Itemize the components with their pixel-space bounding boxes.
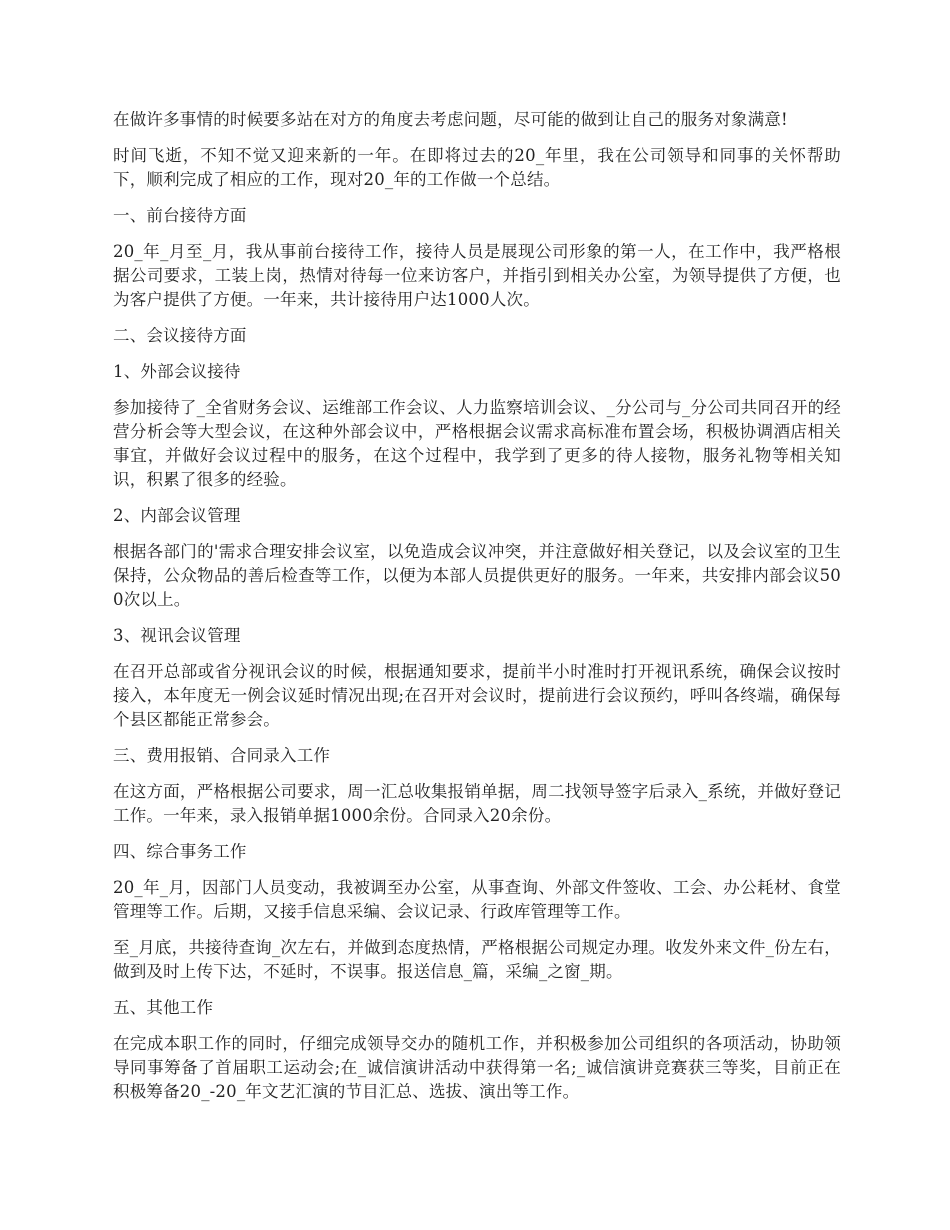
subheading-internal-meetings: 2、内部会议管理 xyxy=(113,506,241,525)
paragraph-general-affairs-1: 20_年_月，因部门人员变动，我被调至办公室，从事查询、外部文件签收、工会、办公耗材、食堂管理等工作。后期，又接手信息采编、会议记录、行政库管理等工作。 xyxy=(113,878,841,921)
section-heading-general-affairs: 四、综合事务工作 xyxy=(113,842,247,861)
paragraph-video-meetings: 在召开总部或省分视讯会议的时候，根据通知要求，提前半小时准时打开视讯系统，确保会议按时接入，本年度无一例会议延时情况出现;在召开对会议时，提前进行会议预约，呼叫各终端，确保每个县区都能正常参会。 xyxy=(113,662,841,729)
section-heading-other-work: 五、其他工作 xyxy=(113,998,214,1017)
subheading-video-meetings: 3、视讯会议管理 xyxy=(113,626,241,645)
paragraph-reception: 20_年_月至_月，我从事前台接待工作，接待人员是展现公司形象的第一人，在工作中，我严格根据公司要求，工装上岗，热情对待每一位来访客户，并指引到相关办公室，为领导提供了方便，也为客户提供了方便。一年来，共计接待用户达1000人次。 xyxy=(113,242,841,309)
section-heading-meetings: 二、会议接待方面 xyxy=(113,326,247,345)
paragraph-intro-ending: 在做许多事情的时候要多站在对方的角度去考虑问题，尽可能的做到让自己的服务对象满意! xyxy=(113,110,788,129)
paragraph-other-work: 在完成本职工作的同时，仔细完成领导交办的随机工作，并积极参加公司组织的各项活动，协助领导同事筹备了首届职工运动会;在_诚信演讲活动中获得第一名;_诚信演讲竞赛获三等奖，目前正在积极筹备20_-20_年文艺汇演的节目汇总、选拔、演出等工作。 xyxy=(113,1034,841,1101)
subheading-external-meetings: 1、外部会议接待 xyxy=(113,362,241,381)
section-heading-expenses: 三、费用报销、合同录入工作 xyxy=(113,746,331,765)
paragraph-opening: 时间飞逝，不知不觉又迎来新的一年。在即将过去的20_年里，我在公司领导和同事的关怀帮助下，顺利完成了相应的工作，现对20_年的工作做一个总结。 xyxy=(113,146,841,189)
paragraph-external-meetings: 参加接待了_全省财务会议、运维部工作会议、人力监察培训会议、_分公司与_分公司共同召开的经营分析会等大型会议，在这种外部会议中，严格根据会议需求高标准布置会场，积极协调酒店相关事宜，并做好会议过程中的服务，在这个过程中，我学到了更多的待人接物，服务礼物等相关知识，积累了很多的经验。 xyxy=(113,398,841,489)
section-heading-reception: 一、前台接待方面 xyxy=(113,206,247,225)
paragraph-general-affairs-2: 至_月底，共接待查询_次左右，并做到态度热情，严格根据公司规定办理。收发外来文件_份左右，做到及时上传下达，不延时，不误事。报送信息_篇，采编_之窗_期。 xyxy=(113,938,841,981)
paragraph-expenses: 在这方面，严格根据公司要求，周一汇总收集报销单据，周二找领导签字后录入_系统，并做好登记工作。一年来，录入报销单据1000余份。合同录入20余份。 xyxy=(113,782,841,825)
paragraph-internal-meetings: 根据各部门的'需求合理安排会议室，以免造成会议冲突，并注意做好相关登记，以及会议室的卫生保持，公众物品的善后检查等工作，以便为本部人员提供更好的服务。一年来，共安排内部会议500次以上。 xyxy=(113,542,841,609)
document-body xyxy=(113,108,841,1116)
